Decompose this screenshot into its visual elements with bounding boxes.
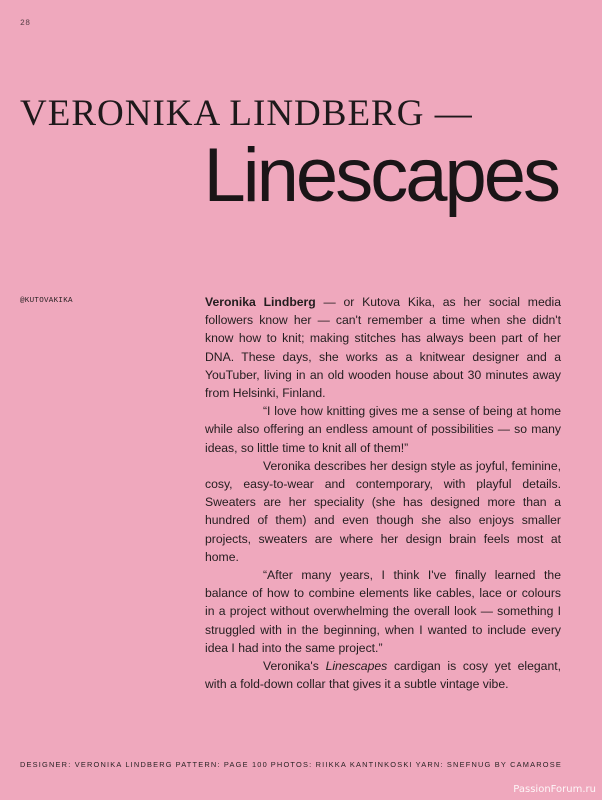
pattern-name: Linescapes	[325, 659, 388, 674]
paragraph-cardigan	[205, 657, 561, 693]
credit-photos: PHOTOS: RIIKKA KANTINKOSKI	[270, 760, 413, 769]
designer-name-heading: VERONIKA LINDBERG —	[20, 93, 473, 134]
lead-name: Veronika Lindberg	[205, 295, 316, 309]
page-number: 28	[20, 19, 31, 28]
article-body	[205, 293, 561, 693]
credit-yarn: YARN: SNEFNUG BY CAMAROSE	[415, 760, 562, 769]
cardigan-text-start: Veronika's	[263, 659, 326, 674]
paragraph-quote-2: “After many years, I think I've finally learned the balance of how to combine elements like cables, lace or colours in a project without overwhelming the overall look — something I struggled with in the beginning, when I wanted to include every idea I had into the same project.”	[205, 568, 561, 655]
article-title: Linescapes	[203, 133, 558, 218]
social-handle: @KUTOVAKIKA	[20, 297, 73, 305]
paragraph-intro	[205, 293, 561, 402]
credit-designer: DESIGNER: VERONIKA LINDBERG	[20, 760, 173, 769]
watermark: PassionForum.ru	[513, 784, 596, 795]
credits-footer	[20, 760, 562, 769]
cardigan-text-rest: cardigan is cosy yet elegant, with a fold-down collar that gives it a subtle vintage vibe.	[205, 659, 561, 692]
paragraph-style: Veronika describes her design style as joyful, feminine, cosy, easy-to-wear and contemporary, with playful details. Sweaters are her speciality (she has designed more than a hundred of them) and even though she also enjoys smaller projects, sweaters are where her design brain feels most at home.	[205, 458, 561, 564]
paragraph-quote-1: “I love how knitting gives me a sense of being at home while also offering an endless amount of possibilities — so many ideas, so little time to knit all of them!”	[205, 404, 561, 455]
intro-text: — or Kutova Kika, as her social media followers know her — can't remember a time when she didn't know how to knit; making stitches has always been part of her DNA. These days, she works as a knitwear designer and a YouTuber, living in an old wooden house about 30 minutes away from Helsinki, Finland.	[205, 295, 561, 401]
credit-pattern: PATTERN: PAGE 100	[175, 760, 268, 769]
